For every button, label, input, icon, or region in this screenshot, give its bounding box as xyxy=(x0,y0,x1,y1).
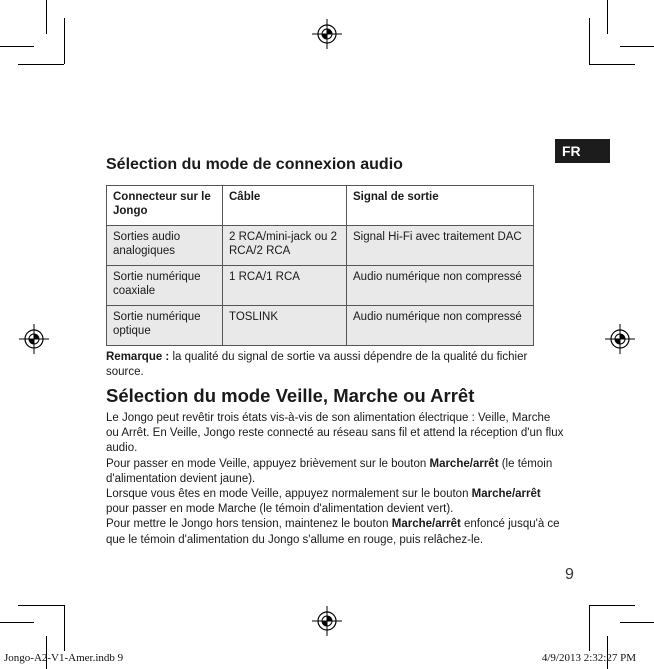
table-header: Connecteur sur le Jongo xyxy=(107,186,223,226)
crop-mark xyxy=(589,18,590,64)
text: Pour mettre le Jongo hors tension, maintenez le bouton xyxy=(106,518,392,531)
registration-target-icon xyxy=(312,19,342,49)
crop-mark xyxy=(46,0,47,34)
note-paragraph xyxy=(106,350,546,380)
crop-mark xyxy=(620,622,654,623)
crop-mark xyxy=(589,64,635,65)
crop-mark xyxy=(64,605,65,651)
note-label: Remarque : xyxy=(106,351,170,363)
table-cell: Signal Hi-Fi avec traitement DAC xyxy=(347,226,534,266)
slug-right: 4/9/2013 2:32:27 PM xyxy=(541,652,636,664)
paragraph xyxy=(106,457,566,487)
table-cell: Sorties audio analogiques xyxy=(107,226,223,266)
table-row xyxy=(107,306,534,346)
power-body xyxy=(106,411,566,548)
button-name: Marche/arrêt xyxy=(471,488,541,501)
text: enfoncé jusqu'à ce que le témoin d'alimentation du Jongo s'allume en rouge, puis relâchez-le. xyxy=(106,518,560,546)
note-text: la qualité du signal de sortie va aussi dépendre de la qualité du fichier source. xyxy=(106,351,528,378)
button-name: Marche/arrêt xyxy=(391,518,461,531)
table-cell: Audio numérique non compressé xyxy=(347,306,534,346)
button-name: Marche/arrêt xyxy=(429,457,499,470)
crop-mark xyxy=(589,605,590,651)
page-number: 9 xyxy=(565,566,574,583)
table-cell: 2 RCA/mini-jack ou 2 RCA/2 RCA xyxy=(223,226,347,266)
table-header: Câble xyxy=(223,186,347,226)
crop-mark xyxy=(620,46,654,47)
paragraph: Le Jongo peut revêtir trois états vis-à-vis de son alimentation électrique : Veille, Marche ou Arrêt. En Veille, Jongo reste connecté au réseau sans fil et attend la réception d'un flux audio. xyxy=(106,412,564,455)
crop-mark xyxy=(64,18,65,64)
text: pour passer en mode Marche (le témoin d'alimentation devient vert). xyxy=(106,503,454,516)
text: (le témoin d'alimentation devient jaune). xyxy=(106,457,553,485)
crop-mark xyxy=(18,605,64,606)
table-cell: Sortie numérique coaxiale xyxy=(107,266,223,306)
table-row xyxy=(107,266,534,306)
paragraph xyxy=(106,517,566,547)
table-row xyxy=(107,226,534,266)
table-cell: 1 RCA/1 RCA xyxy=(223,266,347,306)
registration-target-icon xyxy=(312,606,342,636)
registration-target-icon xyxy=(19,324,49,354)
table-cell: TOSLINK xyxy=(223,306,347,346)
section-title-connection: Sélection du mode de connexion audio xyxy=(106,156,403,173)
text: Lorsque vous êtes en mode Veille, appuyez normalement sur le bouton xyxy=(106,488,472,501)
slug-left: Jongo-A2-V1-Amer.indb 9 xyxy=(4,652,124,664)
crop-mark xyxy=(589,605,635,606)
crop-mark xyxy=(0,46,34,47)
paragraph xyxy=(106,487,566,517)
text: Pour passer en mode Veille, appuyez brièvement sur le bouton xyxy=(106,457,430,470)
table-cell: Sortie numérique optique xyxy=(107,306,223,346)
table-header: Signal de sortie xyxy=(347,186,534,226)
crop-mark xyxy=(0,622,34,623)
crop-mark xyxy=(18,64,64,65)
section-title-power: Sélection du mode Veille, Marche ou Arrêt xyxy=(106,385,475,406)
table-header-row xyxy=(107,186,534,226)
crop-mark xyxy=(607,0,608,34)
registration-target-icon xyxy=(605,324,635,354)
connection-table xyxy=(106,185,534,346)
language-tab: FR xyxy=(555,139,610,163)
table-cell: Audio numérique non compressé xyxy=(347,266,534,306)
